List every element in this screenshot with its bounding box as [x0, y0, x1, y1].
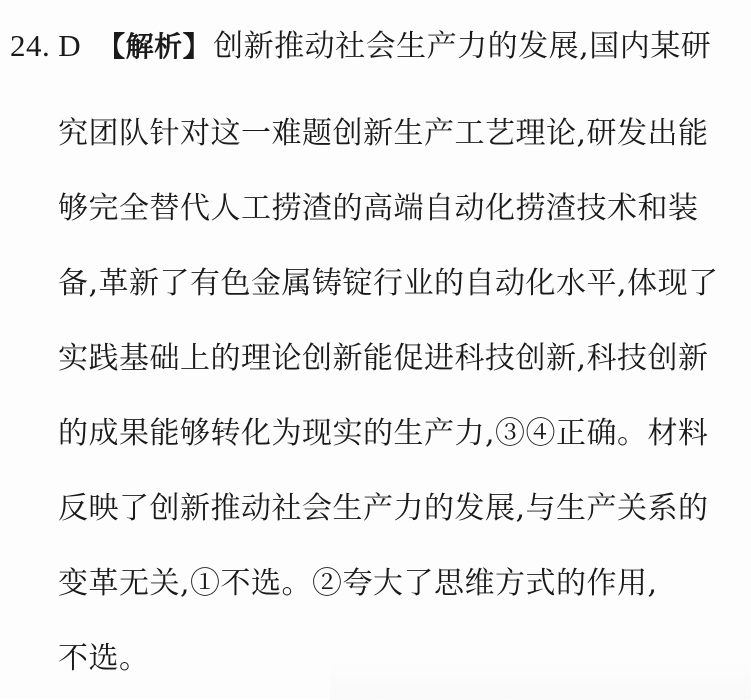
explanation-line-5	[58, 341, 709, 377]
explanation-text: 的成果能够转化为现实的生产力,③④正确。材料	[58, 416, 709, 451]
explanation-text: 够完全替代人工捞渣的高端自动化捞渣技术和装	[58, 191, 699, 226]
question-number: 24.	[10, 28, 51, 63]
explanation-line-6	[58, 416, 709, 452]
answer-choice: D	[58, 28, 82, 63]
explanation-line-3	[58, 191, 699, 227]
explanation-text: 反映了创新推动社会生产力的发展,与生产关系的	[58, 491, 709, 526]
explanation-line-8	[58, 566, 658, 602]
explanation-text: 实践基础上的理论创新能促进科技创新,科技创新	[58, 341, 709, 376]
explanation-line-1	[10, 28, 711, 65]
explanation-line-9	[58, 641, 150, 677]
explanation-text: 不选。	[58, 641, 150, 676]
explanation-text: 究团队针对这一难题创新生产工艺理论,研发出能	[58, 116, 709, 151]
explanation-text: 备,革新了有色金属铸锭行业的自动化水平,体现了	[58, 266, 719, 301]
explanation-line-7	[58, 491, 709, 527]
explanation-line-4	[58, 266, 719, 302]
explanation-line-2	[58, 116, 709, 152]
explanation-text: 变革无关,①不选。②夸大了思维方式的作用,	[58, 566, 658, 601]
explanation-text: 创新推动社会生产力的发展,国内某研	[213, 29, 712, 64]
analysis-tag: 【解析】	[97, 30, 212, 63]
bleed-through-shade	[330, 660, 750, 700]
